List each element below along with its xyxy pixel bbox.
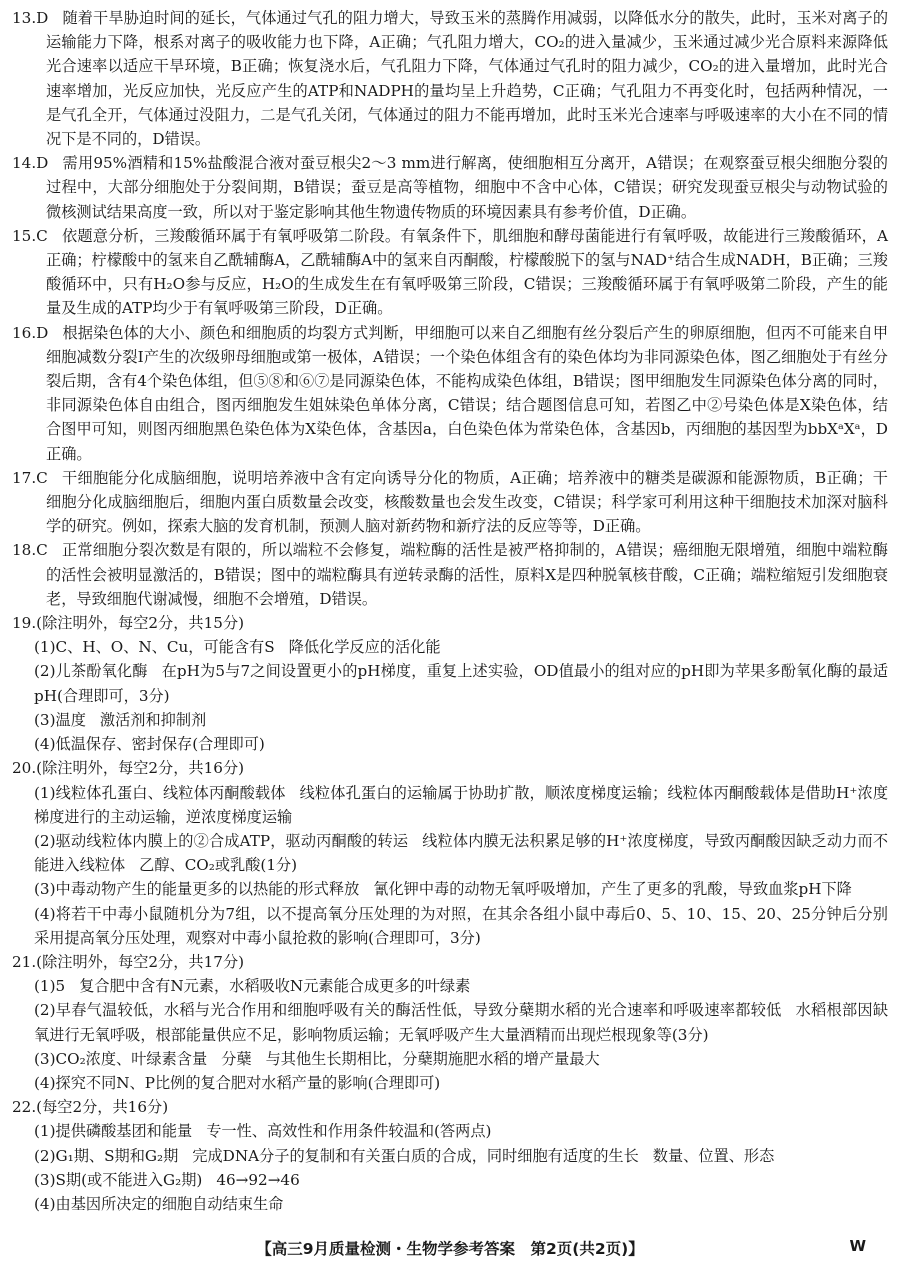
sub-answer — [12, 877, 888, 901]
answer-segment: (3)S期(或不能进入G₂期) — [34, 1170, 203, 1189]
answer-segment: 46→92→46 — [216, 1170, 300, 1189]
question-header — [12, 756, 888, 780]
answer-segment: 与其他生长期相比，分蘖期施肥水稻的增产量最大 — [265, 1049, 600, 1068]
answer-segment: 水稻根部因缺氧进行无氧呼吸，根部能量供应不足，影响物质运输；无氧呼吸产生大量酒精而出现烂根现象等(3分) — [34, 1001, 889, 1044]
answer-segment: 在pH为5与7之间设置更小的pH梯度，重复上述实验，OD值最小的组对应的pH即为苹果多酚氧化酶的最适pH(合理即可，3分) — [34, 662, 889, 705]
answer-item — [12, 6, 888, 151]
answer-segment: (1)线粒体孔蛋白、线粒体丙酮酸载体 — [34, 783, 286, 802]
item-answer: C — [36, 468, 48, 487]
answer-segment: 降低化学反应的活化能 — [288, 638, 441, 657]
question-note: (除注明外，每空2分，共15分) — [36, 614, 245, 633]
item-explanation: 随着干旱胁迫时间的延长，气体通过气孔的阻力增大，导致玉米的蒸腾作用减弱，以降低水分的散失，此时，玉米对离子的运输能力下降，根系对离子的吸收能力也下降，A正确；气孔阻力增大，CO₂的进入量减少，玉米通过减少光合原料来源降低光合速率以适应干旱环境，B正确；恢复浇水后，气孔阻力下降，气体通过气孔时的阻力减少，CO₂的进入量增加，此时光合速率增加，光反应加快，光反应产生的ATP和NADPH的量均呈上升趋势，C正确；气孔阻力不再变化时，包括两种情况，一是气孔全开，气体通过没阻力，二是气孔关闭，气体通过的阻力不能再增加，此时玉米光合速率与呼吸速率的大小在不同的情况下是不同的，D错误。 — [46, 9, 888, 149]
answer-item — [12, 151, 888, 224]
item-explanation: 根据染色体的大小、颜色和细胞质的均裂方式判断，甲细胞可以来自乙细胞有丝分裂后产生的卵原细胞，但丙不可能来自甲细胞减数分裂Ⅰ产生的次级卵母细胞或第一极体，A错误；一个染色体组含有的染色体均为非同源染色体，图乙细胞处于有丝分裂后期，含有4个染色体组，但⑤⑧和⑥⑦是同源染色体，不能构成染色体组，B错误；图甲细胞发生同源染色体分离的同时，非同源染色体自由组合，图丙细胞发生姐妹染色单体分离，C错误；结合题图信息可知，若图乙中②号染色体是X染色体，结合图甲可知，则图丙细胞黑色染色体为X染色体，含基因a，白色染色体为常染色体，含基因b，丙细胞的基因型为bbXᵃXᵃ，D正确。 — [46, 323, 888, 463]
item-answer: D — [36, 9, 49, 27]
answer-segment: (2)G₁期、S期和G₂期 — [34, 1146, 179, 1165]
answer-segment: (2)驱动线粒体内膜上的②合成ATP，驱动丙酮酸的转运 — [34, 831, 409, 850]
item-number: 16. — [12, 323, 37, 342]
answer-segment: 氰化钾中毒的动物无氧呼吸增加，产生了更多的乳酸，导致血浆pH下降 — [373, 880, 852, 899]
answer-segment: (3)温度 — [34, 710, 86, 729]
question-note: (除注明外，每空2分，共16分) — [36, 759, 245, 778]
item-answer: C — [36, 226, 48, 245]
answer-item — [12, 224, 888, 321]
question-header — [12, 950, 888, 974]
answer-segment: (2)早春气温较低，水稻与光合作用和细胞呼吸有关的酶活性低，导致分蘖期水稻的光合速率和呼吸速率都较低 — [34, 1001, 782, 1020]
sub-answer — [12, 708, 888, 732]
answer-segment: (3)CO₂浓度、叶绿素含量 — [34, 1049, 208, 1068]
answer-item — [12, 321, 888, 466]
item-number: 15. — [12, 226, 37, 245]
answer-segment: 完成DNA分子的复制和有关蛋白质的合成，同时细胞有适度的生长 — [192, 1146, 639, 1165]
answer-segment: 复合肥中含有N元素，水稻吸收N元素能合成更多的叶绿素 — [79, 977, 471, 996]
answer-segment: 激活剂和抑制剂 — [99, 710, 207, 729]
sub-answer — [12, 974, 888, 998]
page-footer — [0, 1237, 900, 1259]
answer-segment: (4)探究不同N、P比例的复合肥对水稻产量的影响(合理即可) — [34, 1073, 441, 1092]
answer-item — [12, 466, 888, 539]
item-explanation: 需用95%酒精和15%盐酸混合液对蚕豆根尖2～3 mm进行解离，使细胞相互分离开，A错误；在观察蚕豆根尖细胞分裂的过程中，大部分细胞处于分裂间期，B错误；蚕豆是高等植物，细胞中不含中心体，C错误；研究发现蚕豆根尖与动物试验的微核测试结果高度一致，所以对于鉴定影响其他生物遗传物质的环境因素具有参考价值，D正确。 — [46, 154, 888, 221]
sub-answer — [12, 635, 888, 659]
question-note: (除注明外，每空2分，共17分) — [36, 952, 245, 971]
answer-segment: 乙醇、CO₂或乳酸(1分) — [139, 856, 298, 875]
sub-answer — [12, 659, 888, 707]
sub-answer — [12, 829, 888, 877]
question-number: 22. — [12, 1098, 37, 1117]
answer-segment: (4)低温保存、密封保存(合理即可) — [34, 735, 265, 754]
answer-document — [12, 6, 888, 1216]
item-number: 13. — [12, 9, 37, 27]
question-number: 19. — [12, 614, 37, 633]
question-note: (每空2分，共16分) — [36, 1098, 169, 1117]
item-explanation: 正常细胞分裂次数是有限的，所以端粒不会修复，端粒酶的活性是被严格抑制的，A错误；癌细胞无限增殖，细胞中端粒酶的活性会被明显激活的，B错误；图中的端粒酶具有逆转录酶的活性，原料X是四种脱氧核苷酸，C正确；端粒缩短引发细胞衰老，导致细胞代谢减慢，细胞不会增殖，D错误。 — [46, 541, 888, 608]
footer-mark: W — [849, 1237, 866, 1255]
answer-segment: 数量、位置、形态 — [652, 1146, 775, 1165]
item-answer: D — [36, 154, 49, 173]
question-number: 21. — [12, 952, 37, 971]
item-number: 18. — [12, 541, 37, 560]
answer-segment: (2)儿茶酚氧化酶 — [34, 662, 148, 681]
answer-segment: (1)提供磷酸基团和能量 — [34, 1122, 193, 1141]
sub-answer — [12, 1047, 888, 1071]
item-number: 14. — [12, 154, 37, 173]
answer-segment: 线粒体孔蛋白的运输属于协助扩散，顺浓度梯度运输；线粒体丙酮酸载体是借助H⁺浓度梯度进行的主动运输，逆浓度梯度运输 — [34, 783, 889, 826]
item-answer: D — [36, 323, 49, 342]
sub-answer — [12, 998, 888, 1046]
sub-answer — [12, 1071, 888, 1095]
answer-segment: (4)由基因所决定的细胞自动结束生命 — [34, 1194, 284, 1213]
answer-segment: (4)将若干中毒小鼠随机分为7组，以不提高氧分压处理的为对照，在其余各组小鼠中毒后0、5、10、15、20、25分钟后分别采用提高氧分压处理，观察对中毒小鼠抢救的影响(合理即可，3分) — [34, 904, 888, 947]
item-number: 17. — [12, 468, 37, 487]
sub-answer — [12, 902, 888, 950]
item-explanation: 依题意分析，三羧酸循环属于有氧呼吸第二阶段。有氧条件下，肌细胞和酵母菌能进行有氧呼吸，故能进行三羧酸循环，A正确；柠檬酸中的氢来自乙酰辅酶A，乙酰辅酶A中的氢来自丙酮酸，柠檬酸脱下的氢与NAD⁺结合生成NADH，B正确；三羧酸循环中，只有H₂O参与反应，H₂O的生成发生在有氧呼吸第三阶段，C错误；三羧酸循环属于有氧呼吸第二阶段，产生的能量及生成的ATP均少于有氧呼吸第三阶段，D正确。 — [46, 226, 888, 318]
question-header — [12, 611, 888, 635]
sub-answer — [12, 732, 888, 756]
answer-segment: 分蘖 — [221, 1049, 252, 1068]
sub-answer — [12, 781, 888, 829]
answer-segment: 线粒体内膜无法积累足够的H⁺浓度梯度，导致丙酮酸因缺乏动力而不能进入线粒体 — [34, 831, 889, 875]
sub-answer — [12, 1192, 888, 1216]
question-number: 20. — [12, 759, 37, 778]
answer-item — [12, 538, 888, 611]
sub-answer — [12, 1119, 888, 1143]
answer-segment: (3)中毒动物产生的能量更多的以热能的形式释放 — [34, 880, 360, 899]
sub-answer — [12, 1144, 888, 1168]
item-answer: C — [36, 541, 48, 560]
question-header — [12, 1095, 888, 1119]
answer-segment: 专一性、高效性和作用条件较温和(答两点) — [206, 1122, 492, 1141]
sub-answer — [12, 1168, 888, 1192]
answer-segment: (1)C、H、O、N、Cu，可能含有S — [34, 638, 275, 657]
answer-segment: (1)5 — [34, 977, 66, 996]
footer-title: 【高三9月质量检测・生物学参考答案 第2页(共2页)】 — [256, 1240, 644, 1258]
item-explanation: 干细胞能分化成脑细胞，说明培养液中含有定向诱导分化的物质，A正确；培养液中的糖类是碳源和能源物质，B正确；干细胞分化成脑细胞后，细胞内蛋白质数量会改变，核酸数量也会发生改变，C错误；科学家可利用这种干细胞技术加深对脑科学的研究。例如，探索大脑的发育机制，预测人脑对新药物和新疗法的反应等等，D正确。 — [46, 468, 888, 536]
